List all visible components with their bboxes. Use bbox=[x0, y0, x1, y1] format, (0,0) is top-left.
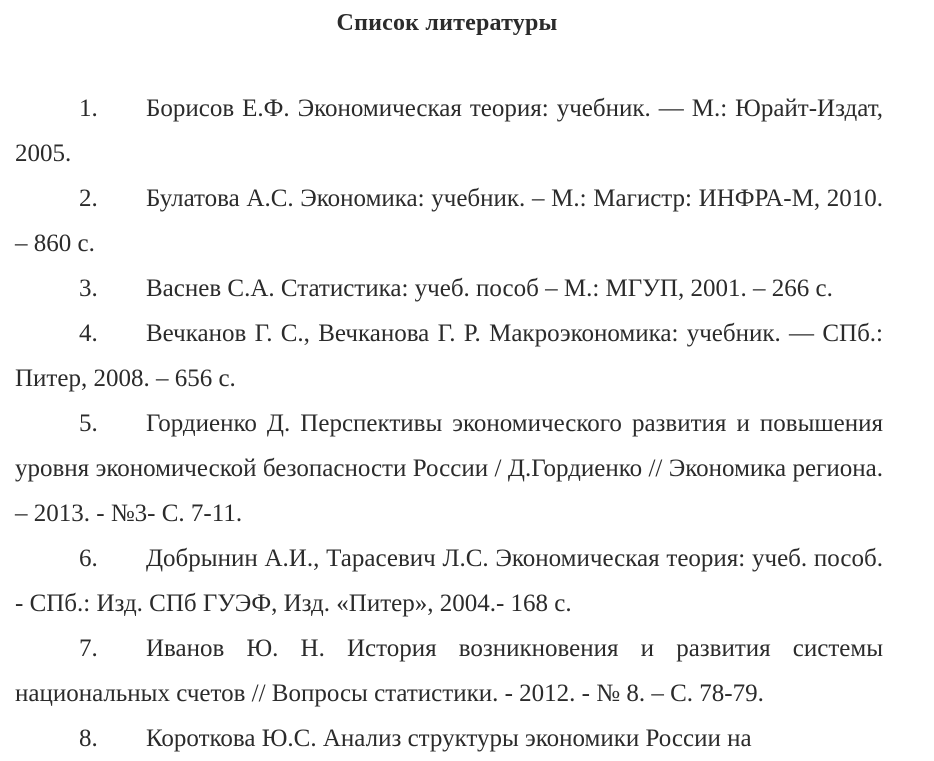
reference-text: Добрынин А.И., Тарасевич Л.С. Экономическая теория: учеб. пособ. - СПб.: Изд. СПб ГУЭФ, Изд. «Питер», 2004.- 168 с. bbox=[15, 545, 883, 617]
reference-text: Вечканов Г. С., Вечканова Г. Р. Макроэкономика: учебник. — СПб.: Питер, 2008. – 656 с. bbox=[15, 320, 883, 392]
reference-text: Иванов Ю. Н. История возникновения и развития системы национальных счетов // Вопросы статистики. - 2012. - № 8. – С. 78-79. bbox=[15, 635, 883, 707]
reference-text: Булатова А.С. Экономика: учебник. – М.: Магистр: ИНФРА-М, 2010. – 860 с. bbox=[15, 185, 883, 257]
reference-item-6 bbox=[15, 536, 883, 626]
reference-text: Борисов Е.Ф. Экономическая теория: учебник. — М.: Юрайт-Издат, 2005. bbox=[15, 95, 883, 167]
reference-item-1 bbox=[15, 86, 883, 176]
reference-list bbox=[15, 86, 883, 761]
reference-number: 5. bbox=[79, 410, 98, 437]
reference-number: 2. bbox=[79, 185, 98, 212]
reference-number: 8. bbox=[79, 725, 98, 752]
reference-number: 4. bbox=[79, 320, 98, 347]
reference-item-4 bbox=[15, 311, 883, 401]
reference-number: 1. bbox=[79, 95, 98, 122]
reference-text: Гордиенко Д. Перспективы экономического развития и повышения уровня экономической безопасности России / Д.Гордиенко // Экономика региона. – 2013. - №3- С. 7-11. bbox=[15, 410, 883, 527]
reference-item-8 bbox=[15, 716, 883, 761]
reference-item-2 bbox=[15, 176, 883, 266]
document-title: Список литературы bbox=[336, 10, 558, 36]
reference-item-5 bbox=[15, 401, 883, 536]
reference-text: Короткова Ю.С. Анализ структуры экономики России на bbox=[146, 725, 752, 752]
reference-item-3 bbox=[15, 266, 883, 311]
reference-number: 3. bbox=[79, 275, 98, 302]
reference-text: Васнев С.А. Статистика: учеб. пособ – М.: МГУП, 2001. – 266 с. bbox=[146, 275, 833, 302]
reference-item-7 bbox=[15, 626, 883, 716]
reference-number: 6. bbox=[79, 545, 98, 572]
reference-number: 7. bbox=[79, 635, 98, 662]
